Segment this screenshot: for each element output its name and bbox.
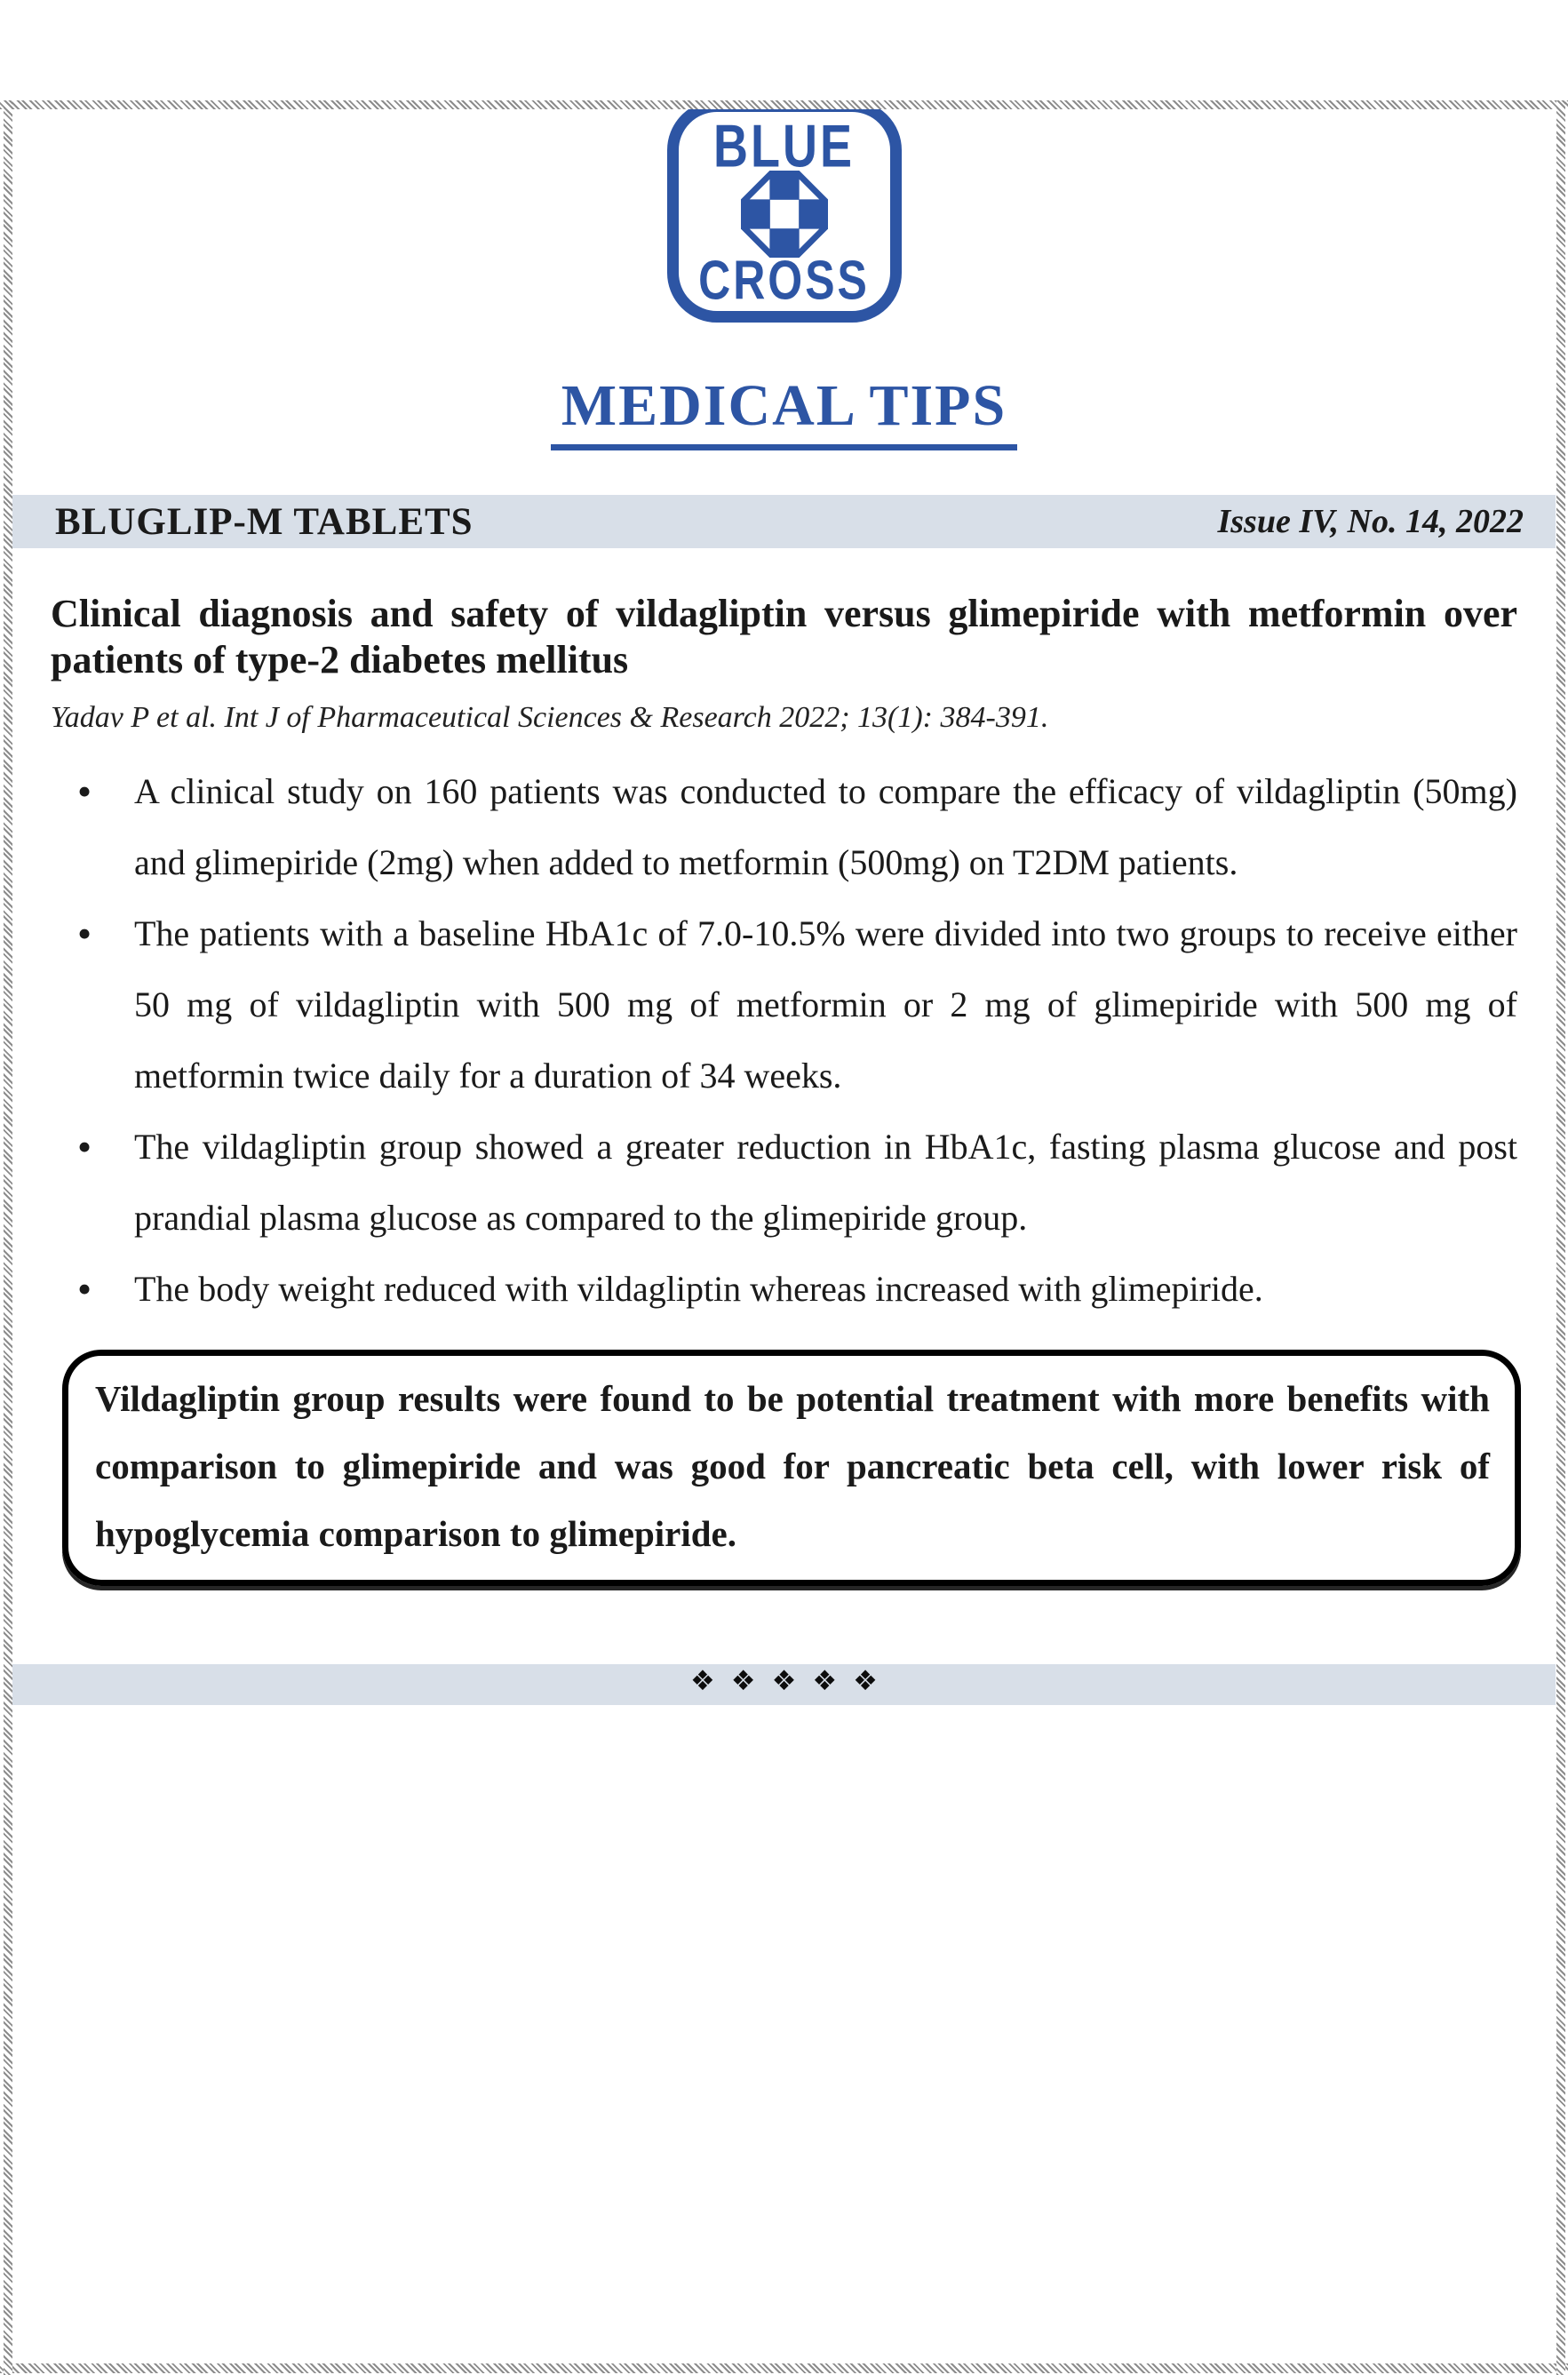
article-title: Clinical diagnosis and safety of vildagliptin versus glimepiride with metformin over patients of type-2 diabetes mellitus (51, 592, 1517, 681)
newsletter-title: MEDICAL TIPS (551, 372, 1017, 450)
page-border-right (1556, 100, 1565, 2375)
diamond-separator-icon: ❖❖❖❖❖ (690, 1665, 894, 1697)
blue-cross-logo (667, 100, 902, 323)
article-citation: Yadav P et al. Int J of Pharmaceutical Sciences & Research 2022; 13(1): 384-391. (51, 701, 1049, 734)
issue-header-bar (12, 495, 1556, 548)
product-name: BLUGLIP-M TABLETS (55, 500, 474, 543)
logo-text-blue: BLUE (713, 113, 855, 180)
blue-cross-emblem-icon (736, 171, 832, 258)
masthead (0, 372, 1568, 450)
page-border-bottom (0, 2363, 1568, 2373)
page (0, 100, 1568, 1705)
issue-info: Issue IV, No. 14, 2022 (1217, 503, 1524, 540)
conclusion-box: Vildagliptin group results were found to be potential treatment with more benefits with comparison to glimepiride and was good for pancreatic beta cell, with lower risk of hypoglycemia comparison to glimepiride. (62, 1350, 1521, 1586)
list-item: • A clinical study on 160 patients was conducted to compare the efficacy of vildagliptin (50mg) and glimepiride (2mg) when added to metformin (500mg) on T2DM patients. (51, 756, 1517, 898)
summary-list (51, 756, 1517, 1325)
logo-text-cross: CROSS (698, 249, 870, 311)
separator-bar (12, 1664, 1556, 1705)
page-border-left (4, 100, 12, 2375)
list-item: • The vildagliptin group showed a greater reduction in HbA1c, fasting plasma glucose and post prandial plasma glucose as compared to the glimepiride group. (51, 1112, 1517, 1254)
list-item: • The patients with a baseline HbA1c of 7.0-10.5% were divided into two groups to receive either 50 mg of vildagliptin with 500 mg of metformin or 2 mg of glimepiride with 500 mg of metformin twice daily for a duration of 34 weeks. (51, 898, 1517, 1112)
page-border-top (0, 100, 1568, 109)
list-item: • The body weight reduced with vildagliptin whereas increased with glimepiride. (51, 1254, 1517, 1325)
